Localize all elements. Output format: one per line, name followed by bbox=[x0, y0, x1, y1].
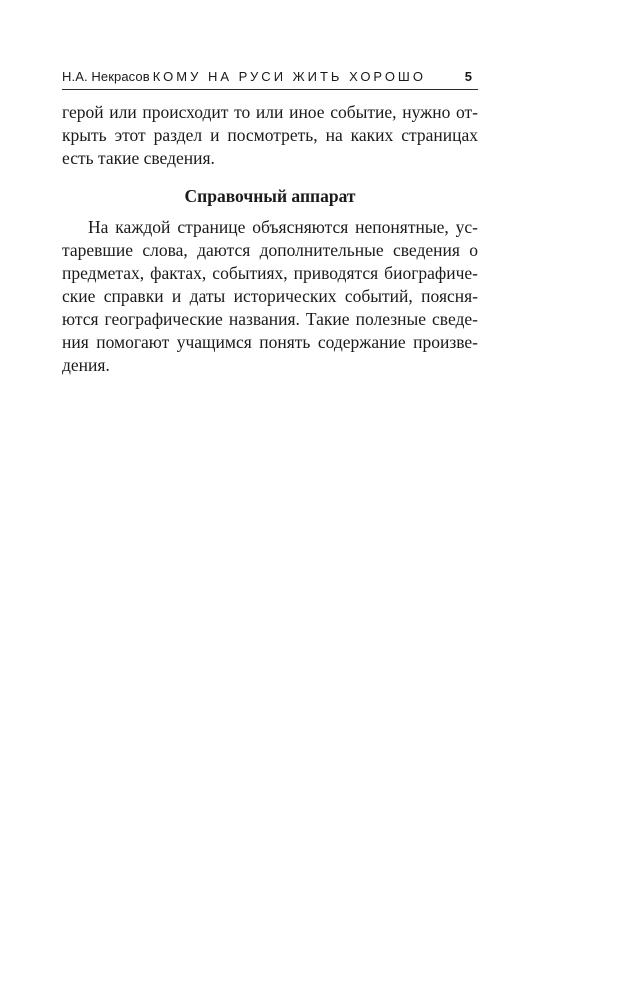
running-head-title: КОМУ НА РУСИ ЖИТЬ ХОРОШО bbox=[152, 69, 426, 84]
running-head-rule bbox=[62, 89, 478, 90]
section-heading: Справочный аппарат bbox=[184, 186, 356, 206]
running-head-author: Н.А. Некрасов bbox=[62, 69, 150, 84]
text-line: предметах, фактах, событиях, приводятся биографиче- bbox=[62, 263, 478, 283]
paragraph-continuation bbox=[62, 101, 478, 170]
text-line: На каждой странице объясняются непонятные, ус- bbox=[88, 217, 478, 237]
text-line: таревшие слова, даются дополнительные сведения о bbox=[62, 240, 478, 260]
text-line: крыть этот раздел и посмотреть, на каких страницах bbox=[62, 125, 478, 145]
text-line: ские справки и даты исторических событий, поясня- bbox=[62, 286, 478, 306]
text-line: ются географические названия. Такие полезные сведе- bbox=[62, 309, 478, 329]
text-line: ния помогают учащимся понять содержание произве- bbox=[62, 332, 478, 352]
paragraph-reference-apparatus bbox=[62, 216, 478, 377]
running-head bbox=[62, 66, 478, 88]
page-number: 5 bbox=[464, 69, 472, 84]
text-line: есть такие сведения. bbox=[62, 148, 215, 168]
text-line: герой или происходит то или иное событие, нужно от- bbox=[62, 102, 478, 122]
text-line: дения. bbox=[62, 355, 110, 375]
